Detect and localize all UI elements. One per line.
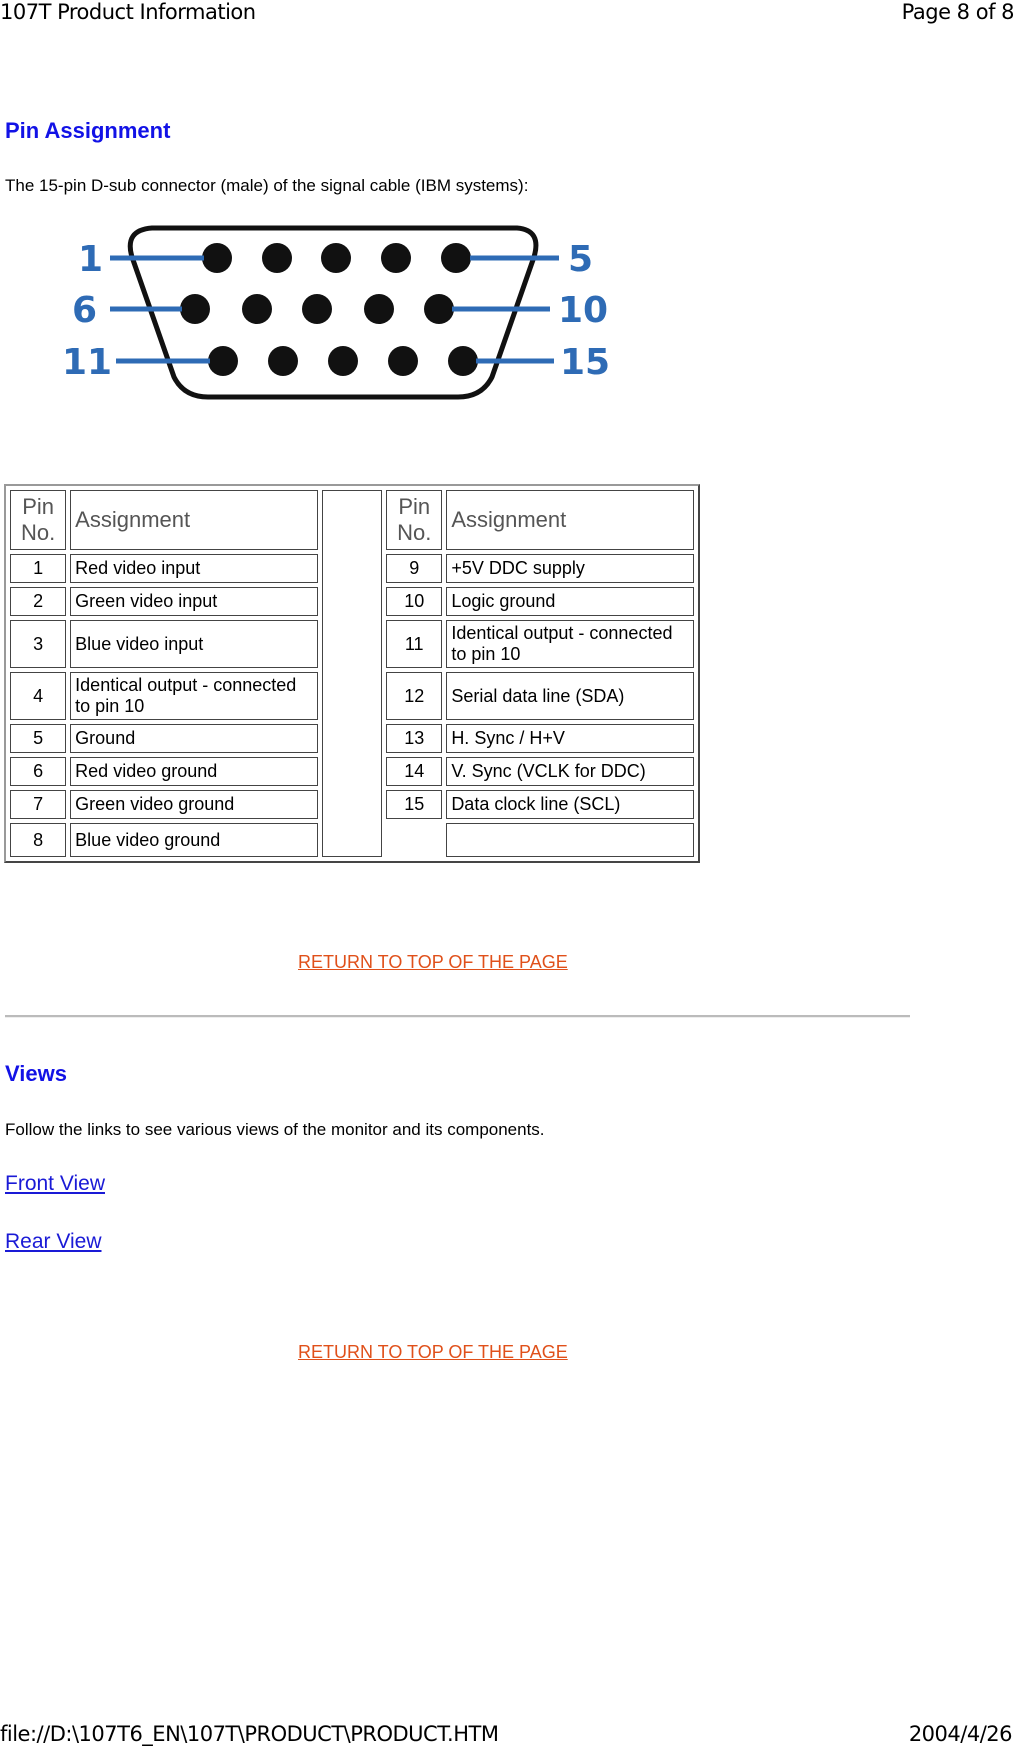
pin-number-empty — [386, 823, 442, 857]
label-pin-5: 5 — [568, 239, 594, 280]
return-to-top-link[interactable]: RETURN TO TOP OF THE PAGE — [298, 1342, 568, 1362]
pin-assignment: Identical output - connected to pin 10 — [446, 620, 694, 668]
pin-number: 13 — [386, 724, 442, 753]
pin-number: 3 — [10, 620, 66, 668]
pin-9 — [364, 294, 394, 324]
pin-assignment: Blue video input — [70, 620, 318, 668]
pin-description: The 15-pin D-sub connector (male) of the signal cable (IBM systems): — [5, 176, 529, 195]
pin-11 — [208, 346, 238, 376]
header-pin-no-right: Pin No. — [386, 490, 442, 550]
pin-assignment: Serial data line (SDA) — [446, 672, 694, 720]
pin-14 — [388, 346, 418, 376]
pin-assignment: +5V DDC supply — [446, 554, 694, 583]
pin-1 — [202, 243, 232, 273]
pin-number: 6 — [10, 757, 66, 786]
pin-7 — [242, 294, 272, 324]
pin-assignment: Logic ground — [446, 587, 694, 616]
dsub-connector-diagram — [62, 212, 622, 410]
pin-3 — [321, 243, 351, 273]
front-view-link[interactable]: Front View — [5, 1172, 105, 1195]
pin-assignment-table — [4, 484, 700, 863]
label-pin-1: 1 — [78, 239, 104, 280]
page-indicator: Page 8 of 8 — [901, 0, 1014, 24]
pin-4 — [381, 243, 411, 273]
label-pin-11: 11 — [62, 342, 113, 383]
pin-assignment: Identical output - connected to pin 10 — [70, 672, 318, 720]
pin-5 — [441, 243, 471, 273]
label-pin-6: 6 — [72, 290, 98, 331]
pin-13 — [328, 346, 358, 376]
label-pin-10: 10 — [558, 290, 609, 331]
pin-2 — [262, 243, 292, 273]
file-path: file://D:\107T6_EN\107T\PRODUCT\PRODUCT.HTM — [0, 1722, 499, 1746]
pin-number: 5 — [10, 724, 66, 753]
pin-number: 11 — [386, 620, 442, 668]
pin-6 — [180, 294, 210, 324]
pin-assignment: V. Sync (VCLK for DDC) — [446, 757, 694, 786]
pin-assignment: H. Sync / H+V — [446, 724, 694, 753]
label-pin-15: 15 — [560, 342, 611, 383]
pin-assignment: Red video input — [70, 554, 318, 583]
return-to-top-link[interactable]: RETURN TO TOP OF THE PAGE — [298, 952, 568, 972]
header-assignment-left: Assignment — [70, 490, 318, 550]
pin-15 — [448, 346, 478, 376]
pin-number: 2 — [10, 587, 66, 616]
pin-number: 8 — [10, 823, 66, 857]
pin-number: 9 — [386, 554, 442, 583]
views-description: Follow the links to see various views of the monitor and its components. — [5, 1120, 545, 1139]
print-date: 2004/4/26 — [908, 1722, 1012, 1746]
pin-number: 1 — [10, 554, 66, 583]
rear-view-link[interactable]: Rear View — [5, 1230, 102, 1253]
table-header-row — [10, 490, 694, 550]
header-assignment-right: Assignment — [446, 490, 694, 550]
pin-assignment: Blue video ground — [70, 823, 318, 857]
pin-assignment: Green video ground — [70, 790, 318, 819]
pin-number: 4 — [10, 672, 66, 720]
table-spacer-column — [322, 490, 382, 857]
pin-number: 12 — [386, 672, 442, 720]
pin-assignment: Red video ground — [70, 757, 318, 786]
pin-number: 7 — [10, 790, 66, 819]
header-pin-no-left: Pin No. — [10, 490, 66, 550]
section-divider — [5, 1015, 910, 1018]
pin-assignment: Green video input — [70, 587, 318, 616]
views-heading: Views — [5, 1061, 67, 1086]
pin-assignment: Data clock line (SCL) — [446, 790, 694, 819]
pin-assignment-heading: Pin Assignment — [5, 118, 171, 143]
pin-number: 10 — [386, 587, 442, 616]
pin-10 — [424, 294, 454, 324]
pin-12 — [268, 346, 298, 376]
pin-assignment: Ground — [70, 724, 318, 753]
pin-number: 15 — [386, 790, 442, 819]
document-title: 107T Product Information — [0, 0, 256, 24]
pin-8 — [302, 294, 332, 324]
pin-number: 14 — [386, 757, 442, 786]
pin-assignment-empty — [446, 823, 694, 857]
